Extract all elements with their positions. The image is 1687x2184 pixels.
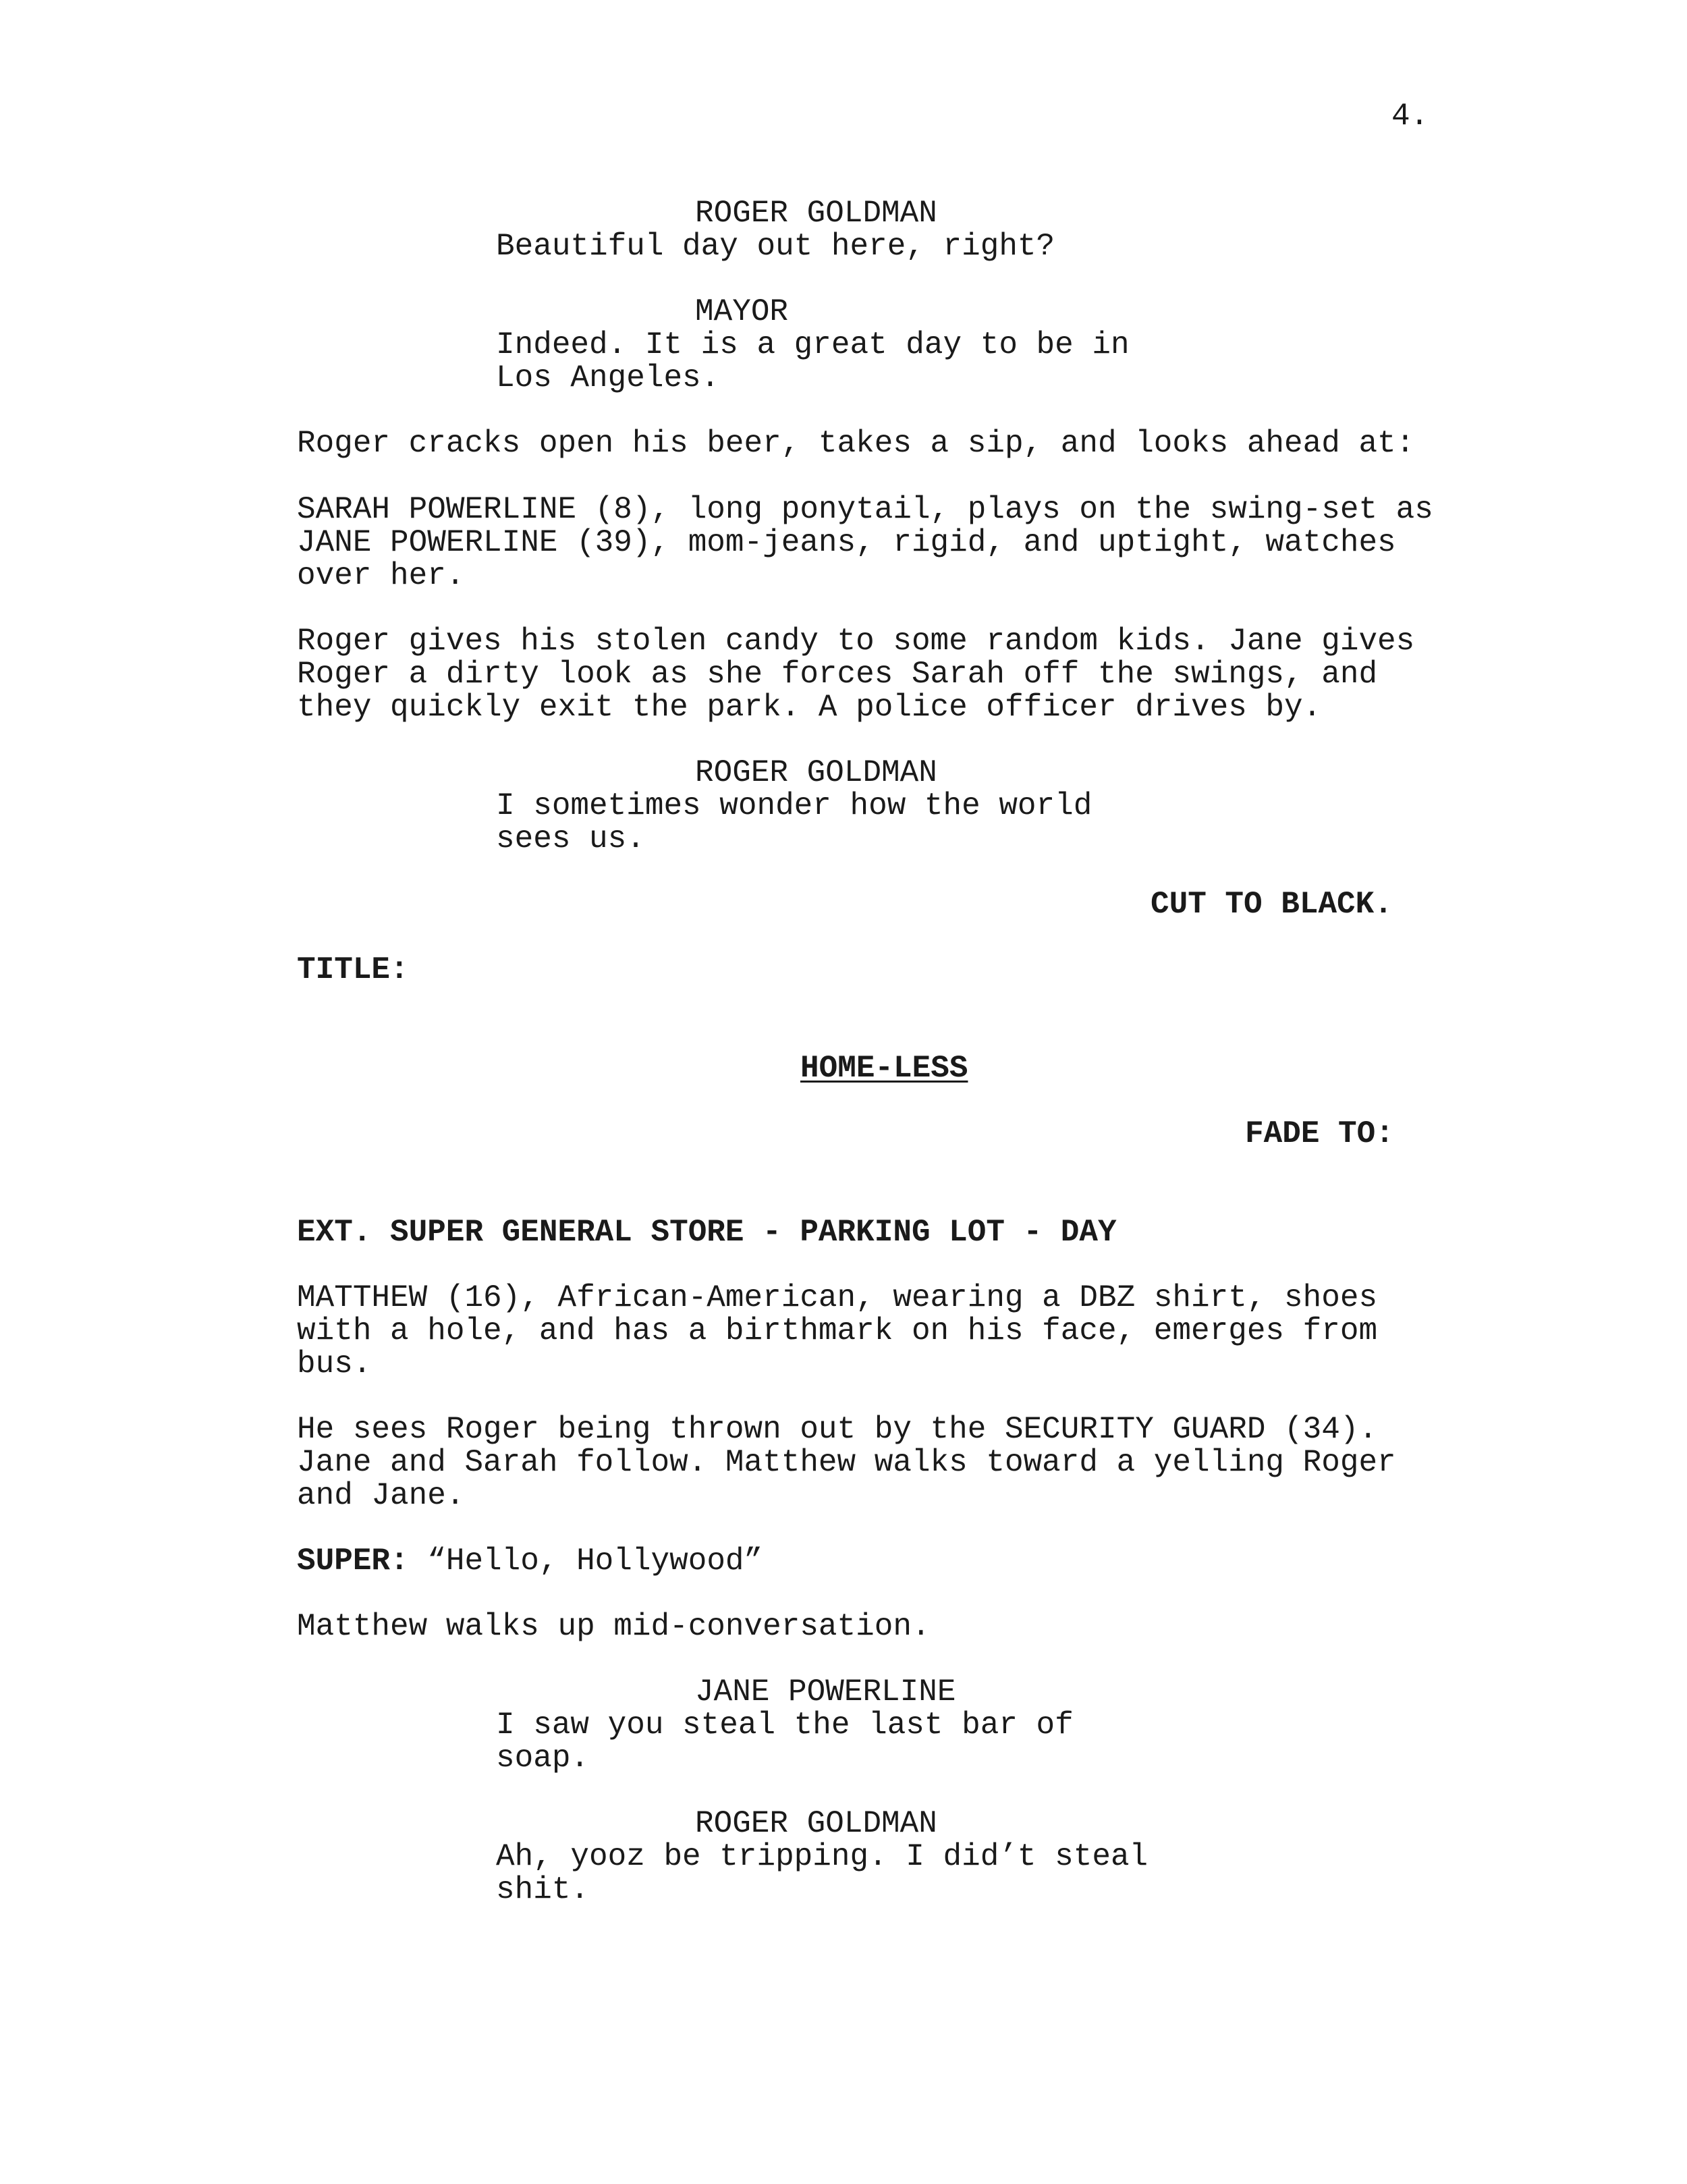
action-line: over her. <box>297 558 465 593</box>
character-name: MAYOR <box>695 294 789 329</box>
dialogue-line: Indeed. It is a great day to be in <box>496 327 1130 362</box>
title-label: TITLE: <box>297 952 409 987</box>
action-line: they quickly exit the park. A police officer drives by. <box>297 690 1322 725</box>
super-label: SUPER: <box>297 1544 409 1579</box>
transition-fade-to: FADE TO: <box>1245 1116 1394 1151</box>
character-name: JANE POWERLINE <box>695 1674 956 1710</box>
dialogue-line: sees us. <box>496 821 645 856</box>
dialogue-line: Los Angeles. <box>496 360 720 395</box>
action-line: He sees Roger being thrown out by the SECURITY GUARD (34). <box>297 1412 1378 1447</box>
action-line: MATTHEW (16), African-American, wearing a DBZ shirt, shoes <box>297 1280 1378 1315</box>
character-name: ROGER GOLDMAN <box>695 196 937 231</box>
scene-heading: EXT. SUPER GENERAL STORE - PARKING LOT - DAY <box>297 1215 1117 1250</box>
transition-cut-to-black: CUT TO BLACK. <box>1151 887 1393 922</box>
action-line: Roger cracks open his beer, takes a sip, and looks ahead at: <box>297 426 1415 461</box>
dialogue-line: shit. <box>496 1872 590 1907</box>
super-line <box>297 1545 763 1578</box>
dialogue-line: I saw you steal the last bar of <box>496 1708 1074 1743</box>
dialogue-line: I sometimes wonder how the world <box>496 788 1093 823</box>
action-line: with a hole, and has a birthmark on his face, emerges from <box>297 1313 1378 1348</box>
action-line: bus. <box>297 1346 372 1382</box>
character-name: ROGER GOLDMAN <box>695 1806 937 1841</box>
action-line: Matthew walks up mid-conversation. <box>297 1609 931 1644</box>
character-name: ROGER GOLDMAN <box>695 755 937 790</box>
dialogue-line: soap. <box>496 1741 590 1776</box>
page-number: 4. <box>1391 99 1429 134</box>
dialogue-line: Beautiful day out here, right? <box>496 229 1055 264</box>
dialogue-line: Ah, yooz be tripping. I did’t steal <box>496 1839 1149 1874</box>
action-line: and Jane. <box>297 1478 465 1513</box>
action-line: Roger gives his stolen candy to some random kids. Jane gives <box>297 624 1415 659</box>
super-text: “Hello, Hollywood” <box>408 1544 763 1579</box>
action-line: Roger a dirty look as she forces Sarah off the swings, and <box>297 657 1378 692</box>
action-line: Jane and Sarah follow. Matthew walks toward a yelling Roger <box>297 1445 1396 1480</box>
action-line: JANE POWERLINE (39), mom-jeans, rigid, and uptight, watches <box>297 525 1396 560</box>
action-line: SARAH POWERLINE (8), long ponytail, plays on the swing-set as <box>297 492 1433 527</box>
title-text: HOME-LESS <box>800 1051 968 1086</box>
